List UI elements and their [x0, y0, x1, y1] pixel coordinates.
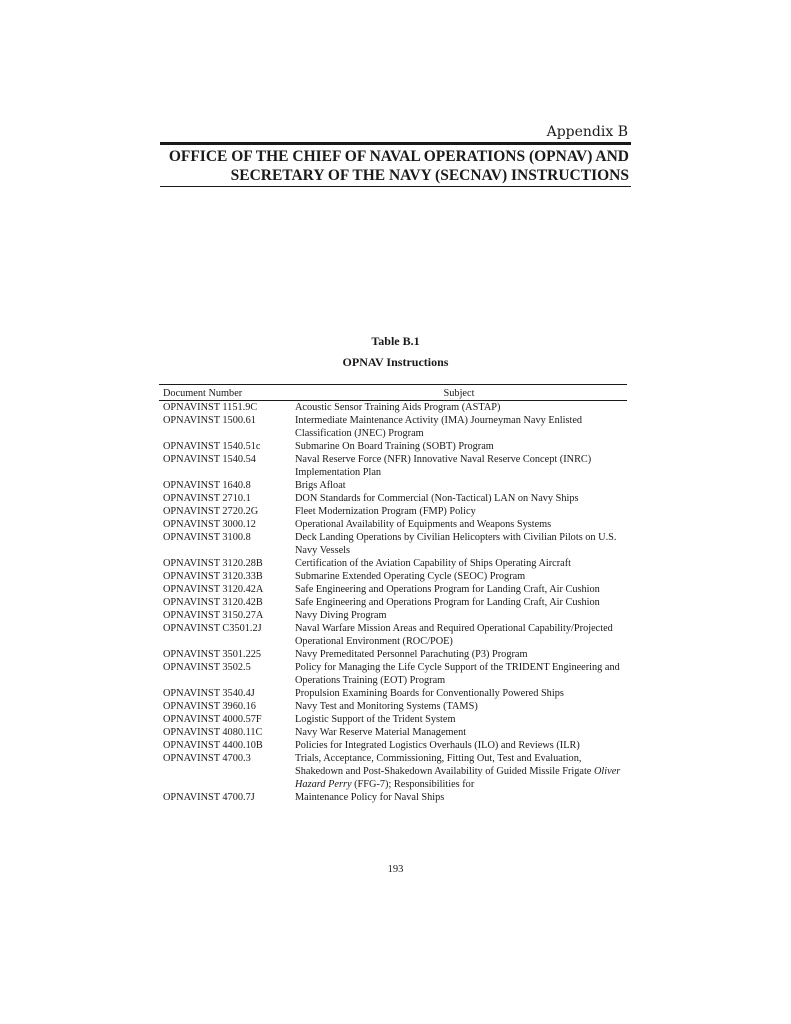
column-header-subject: Subject [291, 385, 627, 401]
table-row [159, 661, 627, 687]
table-row [159, 505, 627, 518]
table-row [159, 596, 627, 609]
subject-cell [291, 752, 627, 791]
table-row [159, 687, 627, 700]
document-number-cell: OPNAVINST 4700.7J [163, 792, 255, 803]
subject-cell: Safe Engineering and Operations Program for Landing Craft, Air Cushion [295, 584, 600, 595]
subject-cell: DON Standards for Commercial (Non-Tactical) LAN on Navy Ships [295, 493, 579, 504]
table-body [159, 401, 627, 805]
appendix-label: Appendix B [546, 124, 628, 140]
table-row [159, 401, 627, 415]
table-row [159, 453, 627, 479]
page-number: 193 [387, 864, 404, 875]
subject-cell: Brigs Afloat [295, 480, 346, 491]
document-number-cell: OPNAVINST 1540.51c [163, 441, 261, 452]
table-row [159, 583, 627, 596]
subject-cell: Navy War Reserve Material Management [295, 727, 467, 738]
document-number-cell: OPNAVINST 3150.27A [163, 610, 264, 621]
document-title [149, 147, 629, 185]
document-number-cell: OPNAVINST 3960.16 [163, 701, 256, 712]
document-number-cell: OPNAVINST 3120.42A [163, 584, 264, 595]
document-number-cell: OPNAVINST 1500.61 [163, 415, 256, 426]
document-number-cell: OPNAVINST 1540.54 [163, 454, 256, 465]
document-number-cell: OPNAVINST 4080.11C [163, 727, 263, 738]
subject-cell: Navy Premeditated Personnel Parachuting (P3) Program [295, 649, 528, 660]
table-row [159, 752, 627, 791]
table-row [159, 700, 627, 713]
table-row [159, 713, 627, 726]
table-row [159, 518, 627, 531]
title-line-2: SECRETARY OF THE NAVY (SECNAV) INSTRUCTIONS [230, 167, 629, 184]
subject-text: Trials, Acceptance, Commissioning, Fitting Out, Test and Evaluation, Shakedown and Post-Shakedown Availability of Guided Missile Frigate [295, 753, 594, 777]
column-header-document-number: Document Number [159, 385, 291, 401]
subject-cell: Operational Availability of Equipments and Weapons Systems [295, 519, 552, 530]
document-number-cell: OPNAVINST 4400.10B [163, 740, 263, 751]
subject-cell: Naval Reserve Force (NFR) Innovative Naval Reserve Concept (INRC) Implementation Plan [295, 454, 592, 478]
table-row [159, 622, 627, 648]
subject-cell: Submarine Extended Operating Cycle (SEOC) Program [295, 571, 526, 582]
table-row [159, 791, 627, 804]
subject-italic-text: Oliver Hazard Perry [295, 766, 621, 790]
subject-cell: Navy Test and Monitoring Systems (TAMS) [295, 701, 478, 712]
document-number-cell: OPNAVINST 2710.1 [163, 493, 251, 504]
subject-cell: Acoustic Sensor Training Aids Program (ASTAP) [295, 402, 501, 413]
document-number-cell: OPNAVINST C3501.2J [163, 623, 262, 634]
subject-cell: Navy Diving Program [295, 610, 387, 621]
document-number-cell: OPNAVINST 2720.2G [163, 506, 259, 517]
table-label: Table B.1 [371, 334, 420, 348]
title-bottom-rule [160, 186, 631, 187]
table-row [159, 492, 627, 505]
table-row [159, 440, 627, 453]
subject-cell: Logistic Support of the Trident System [295, 714, 456, 725]
title-line-1: OFFICE OF THE CHIEF OF NAVAL OPERATIONS (OPNAV) AND [168, 148, 629, 165]
subject-cell: Policy for Managing the Life Cycle Support of the TRIDENT Engineering and Operations Training (EOT) Program [295, 662, 620, 686]
subject-cell: Naval Warfare Mission Areas and Required Operational Capability/Projected Operational Environment (ROC/POE) [295, 623, 613, 647]
table-row [159, 531, 627, 557]
title-top-rule [160, 142, 631, 145]
subject-tail-text: (FFG-7); Responsibilities for [351, 779, 475, 790]
subject-cell: Certification of the Aviation Capability of Ships Operating Aircraft [295, 558, 572, 569]
subject-cell: Intermediate Maintenance Activity (IMA) Journeyman Navy Enlisted Classification (JNEC) Program [295, 415, 583, 439]
table-row [159, 648, 627, 661]
table-row [159, 726, 627, 739]
document-number-cell: OPNAVINST 1640.8 [163, 480, 251, 491]
subject-cell: Propulsion Examining Boards for Conventionally Powered Ships [295, 688, 564, 699]
table-row [159, 609, 627, 622]
subject-cell: Deck Landing Operations by Civilian Helicopters with Civilian Pilots on U.S. Navy Vessels [295, 532, 617, 556]
table-row [159, 739, 627, 752]
subject-cell: Maintenance Policy for Naval Ships [295, 792, 445, 803]
document-number-cell: OPNAVINST 3540.4J [163, 688, 255, 699]
document-number-cell: OPNAVINST 3120.42B [163, 597, 263, 608]
document-number-cell: OPNAVINST 3501.225 [163, 649, 262, 660]
subject-cell: Submarine On Board Training (SOBT) Program [295, 441, 494, 452]
subject-cell: Safe Engineering and Operations Program for Landing Craft, Air Cushion [295, 597, 600, 608]
document-number-cell: OPNAVINST 3120.33B [163, 571, 263, 582]
opnav-instructions-table [159, 384, 627, 804]
subject-cell: Policies for Integrated Logistics Overhauls (ILO) and Reviews (ILR) [295, 740, 580, 751]
table-header-row [159, 385, 627, 401]
document-number-cell: OPNAVINST 3502.5 [163, 662, 251, 673]
document-number-cell: OPNAVINST 4700.3 [163, 753, 251, 764]
table-row [159, 479, 627, 492]
table-row [159, 557, 627, 570]
subject-cell: Fleet Modernization Program (FMP) Policy [295, 506, 476, 517]
document-number-cell: OPNAVINST 3000.12 [163, 519, 256, 530]
table-row [159, 414, 627, 440]
document-number-cell: OPNAVINST 1151.9C [163, 402, 258, 413]
table-subtitle: OPNAV Instructions [342, 355, 449, 369]
document-number-cell: OPNAVINST 3120.28B [163, 558, 263, 569]
document-number-cell: OPNAVINST 3100.8 [163, 532, 251, 543]
document-number-cell: OPNAVINST 4000.57F [163, 714, 262, 725]
table-row [159, 570, 627, 583]
